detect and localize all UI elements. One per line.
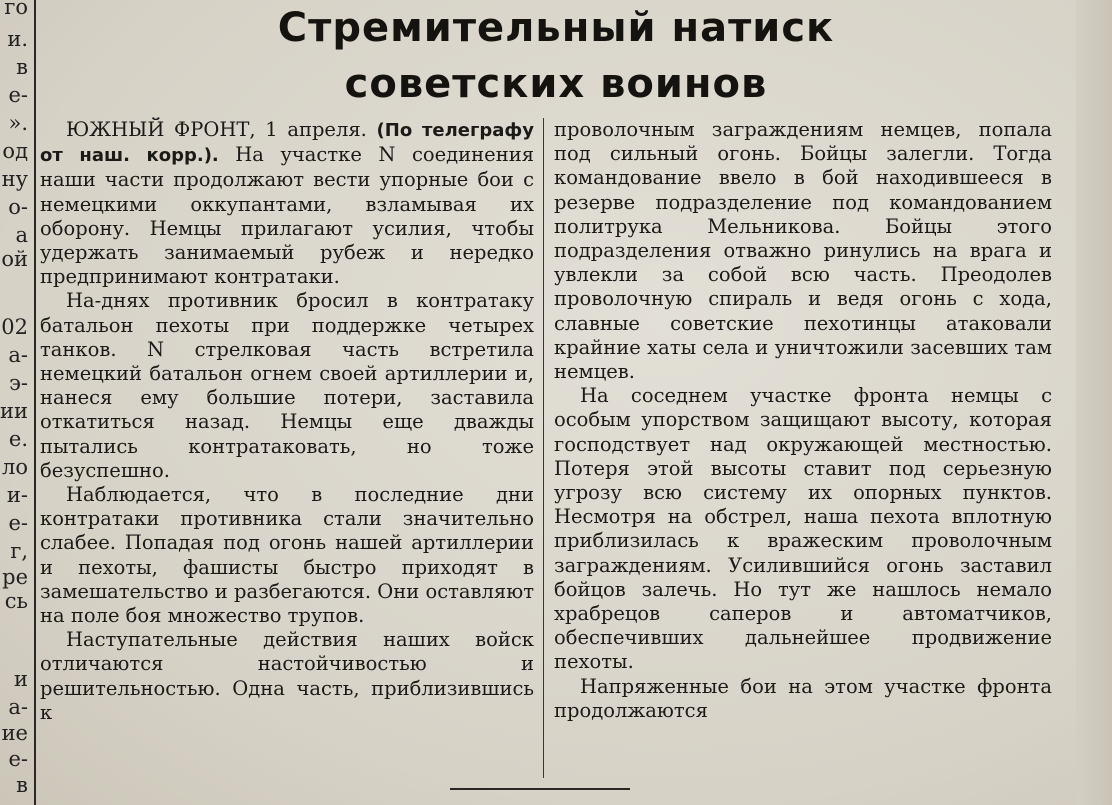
article-paragraph: На соседнем участке фронта немцы с особым упорством защищают высоту, которая господствует над окружающей местностью. Потеря этой высоты ставит под серьезную угрозу всю систему их опорных пунктов. Несмотря на обстрел, наша пехота вплотную приблизилась к вражеским проволочным заграждениям. Усилившийся огонь заставил бойцов залечь. Но тут же нашлось немало храбрецов саперов и автоматчиков, обеспечивших дальнейшее продвижение пехоты. [554,384,1052,674]
dateline: ЮЖНЫЙ ФРОНТ, 1 апреля. [66,118,367,141]
paragraph-text: На участке N соединения наши части продолжают вести упорные бои с немецкими оккупантами, взламывая их оборону. Немцы прилагают усилия, чтобы удержать занимаемый рубеж и нередко предпринимают контратаки. [40,143,535,289]
previous-column-fragment [0,0,28,805]
article-paragraph [40,118,534,289]
fragment-text: э- [9,371,28,395]
headline-line-2: советских воинов [344,61,768,107]
fragment-text: в [16,55,28,79]
source-note: (По телеграфу от наш. корр.). [40,120,535,167]
fragment-text: ло [2,455,28,479]
article-paragraph-continued: проволочным заграждениям немцев, попала под сильный огонь. Бойцы залегли. Тогда командование ввело в бой находившееся в резерве подразделение под командованием политрука Мельникова. Бойцы этого подразделения отважно ринулись на врага и увлекли за собой всю часть. Преодолев проволочную спираль и ведя огонь с хода, славные советские пехотинцы атаковали крайние хаты села и уничтожили засевших там немцев. [554,118,1052,384]
fragment-text: о- [8,195,28,219]
fragment-text: ре [2,565,28,589]
column-rule-middle [543,118,544,778]
fragment-text: од [2,139,28,163]
article-column-2 [554,118,1052,723]
fragment-text: и- [6,483,28,507]
page-edge [1076,0,1112,805]
fragment-text: г, [10,539,28,563]
article-paragraph: Напряженные бои на этом участке фронта продолжаются [554,674,1052,722]
fragment-text: и [14,667,28,691]
fragment-text: е- [8,511,28,535]
headline [36,0,1076,112]
fragment-text: а- [8,695,28,719]
fragment-text: ну [1,167,28,191]
article-end-rule [450,788,630,790]
fragment-text: сь [4,589,28,613]
article-column-1 [40,118,534,725]
article-paragraph: Наблюдается, что в последние дни контратаки противника стали значительно слабее. Попадая под огонь нашей артиллерии и пехоты, фашисты быстро приходят в замешательство и разбегаются. Они оставляют на поле боя множество трупов. [40,483,534,628]
fragment-text: ». [8,111,28,135]
fragment-text: 02 [1,315,28,339]
fragment-text: и. [7,27,28,51]
fragment-text: ии [0,399,28,423]
fragment-text: в [16,773,28,797]
article-paragraph: На-днях противник бросил в контратаку батальон пехоты при поддержке четырех танков. N стрелковая часть встретила немецкий батальон огнем своей артиллерии и, нанеся ему большие потери, заставила откатиться назад. Немцы еще дважды пытались контратаковать, но тоже безуспешно. [40,289,534,482]
fragment-text: а- [8,343,28,367]
fragment-text: е. [8,427,28,451]
column-rule-left [34,0,36,805]
fragment-text: е- [8,747,28,771]
fragment-text: е- [8,83,28,107]
fragment-text: ие [1,721,28,745]
article-paragraph: Наступательные действия наших войск отличаются настойчивостью и решительностью. Одна часть, приблизившись к [40,628,534,724]
fragment-text: го [4,0,28,19]
fragment-text: ой [1,247,28,271]
headline-line-1: Стремительный натиск [277,5,835,51]
fragment-text: а [15,223,28,247]
